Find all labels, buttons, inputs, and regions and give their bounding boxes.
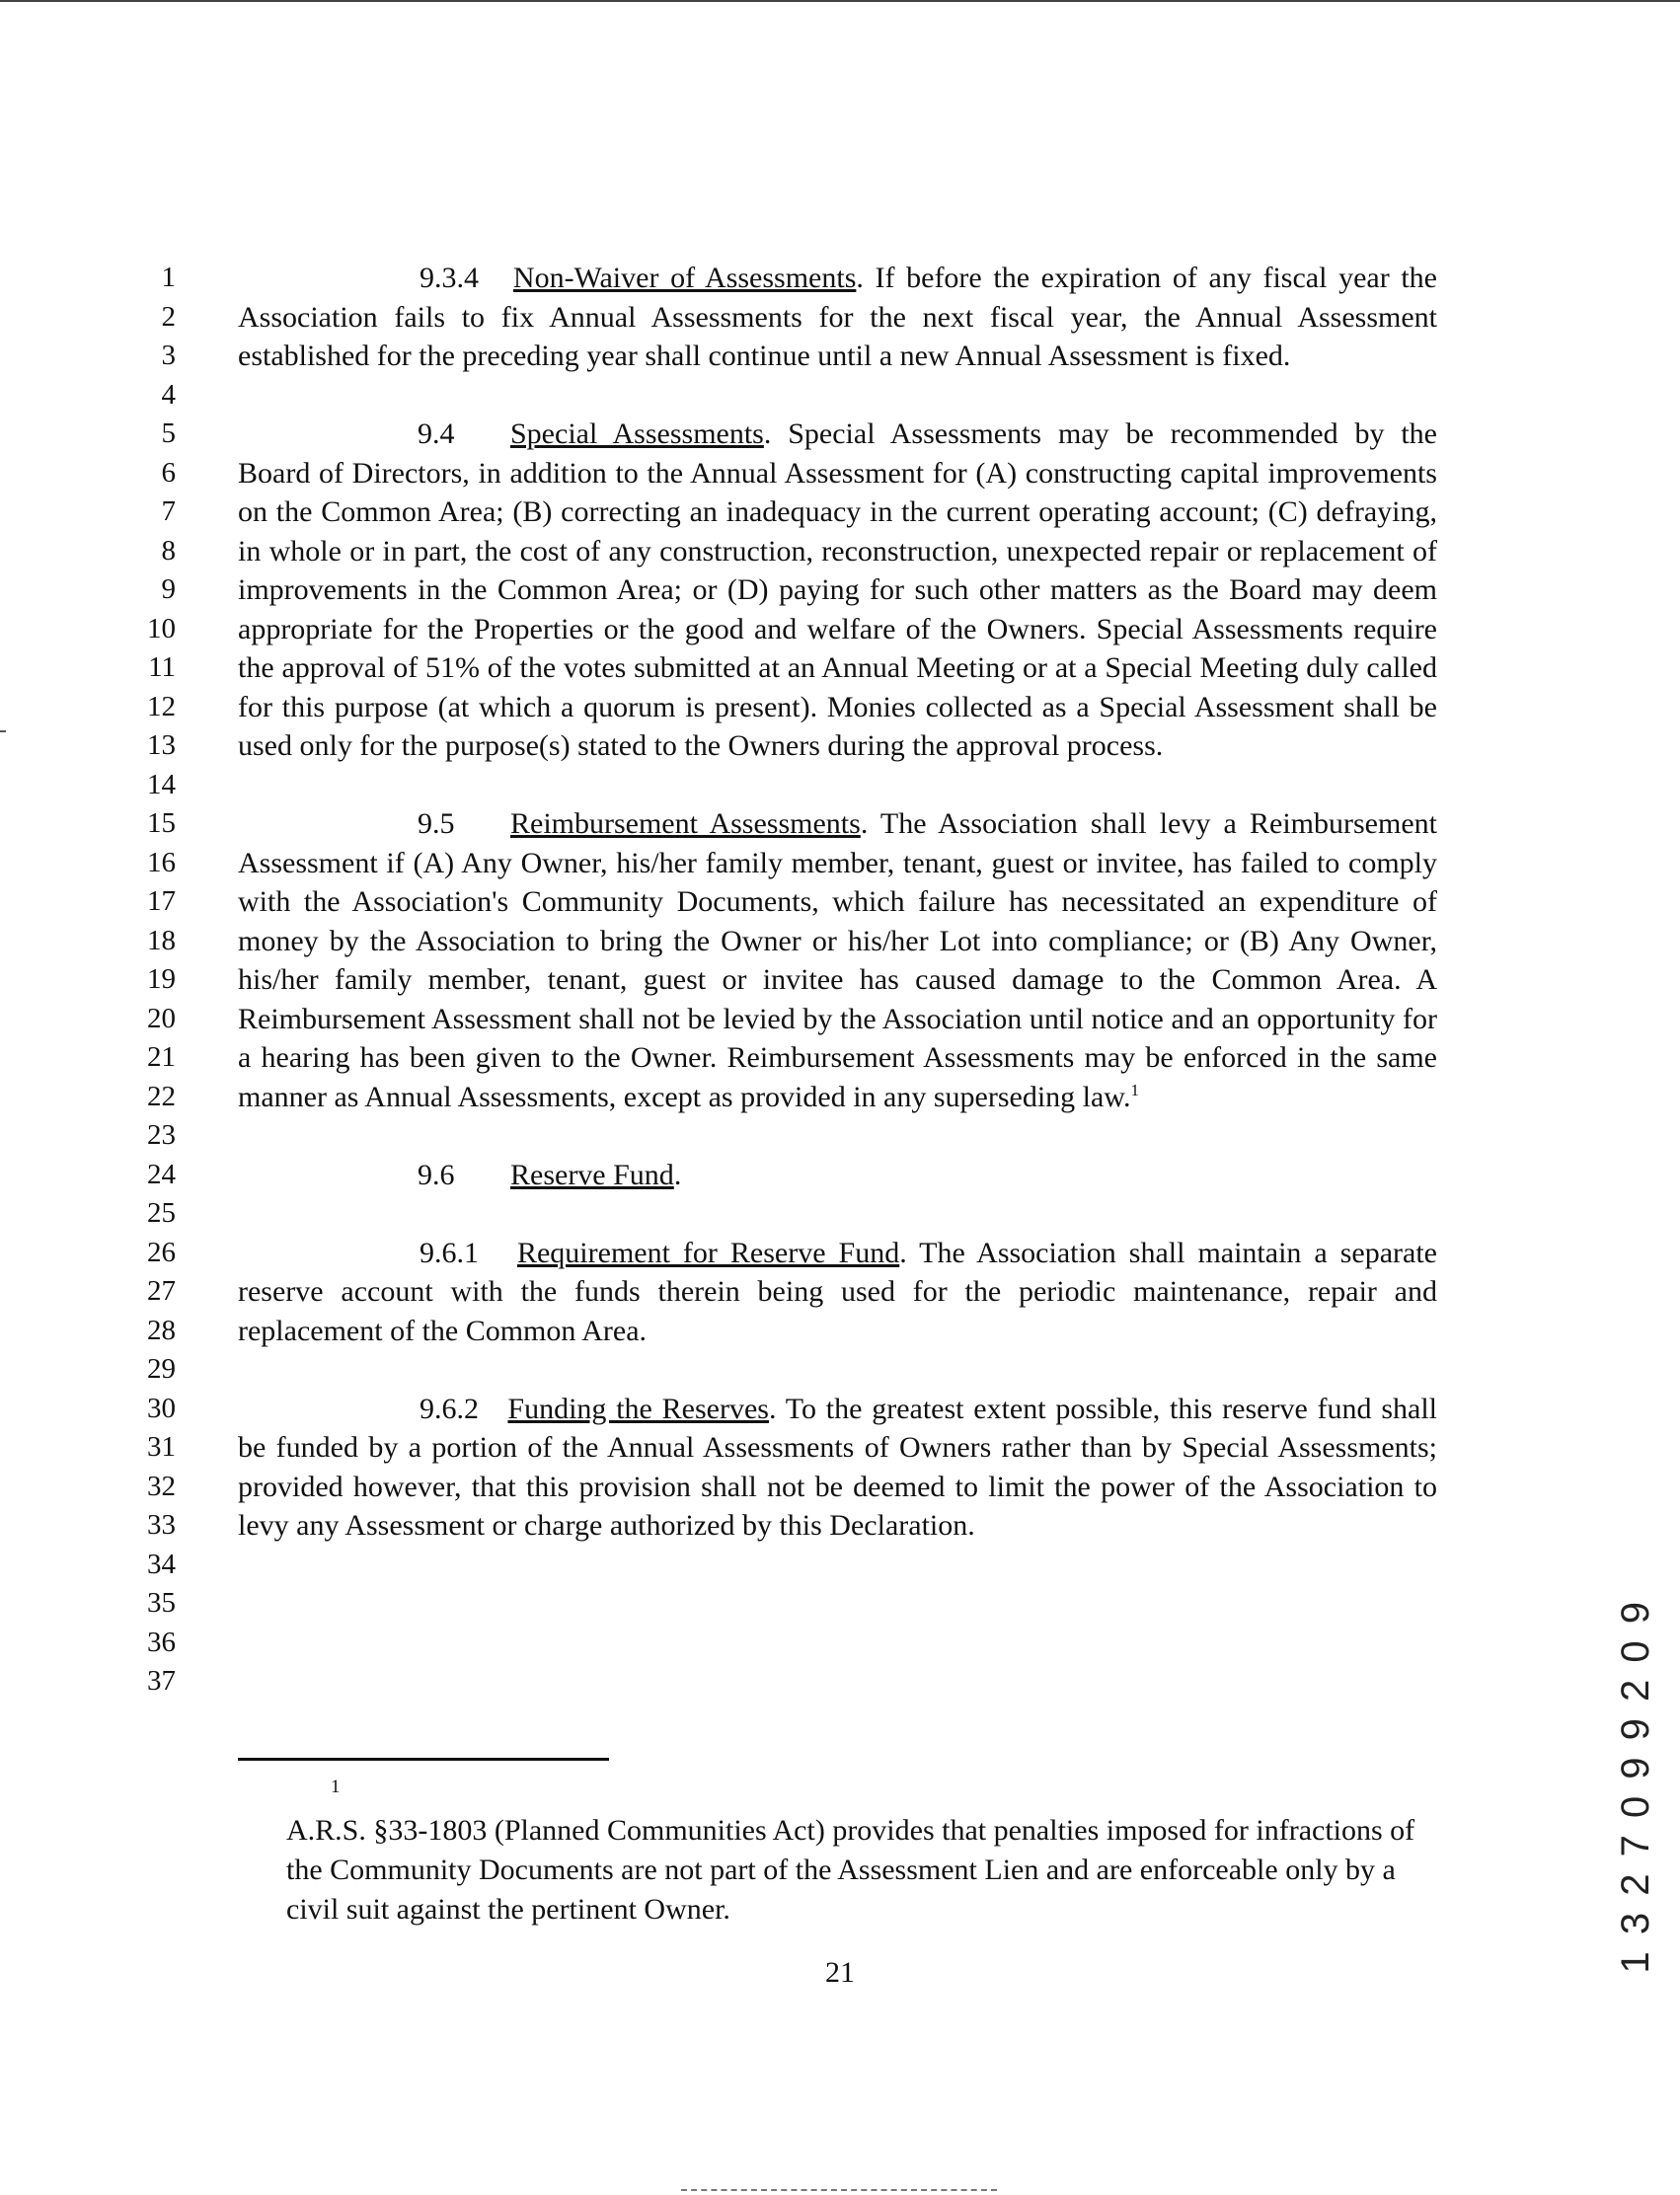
line-number: 16 <box>147 846 176 878</box>
line-number: 35 <box>147 1587 176 1619</box>
line-number: 19 <box>147 963 176 995</box>
section-9-6-1 <box>238 1234 1437 1351</box>
line-number: 2 <box>161 300 176 333</box>
line-number: 30 <box>147 1392 176 1424</box>
line-number-column <box>116 259 176 1702</box>
section-text: . If before the expiration of any fiscal year the Association fails to fix Annual Assessments for the next fiscal year, the Annual Assessment established for the preceding year shall continue until a new Annual Assessment is fixed. <box>238 262 1437 372</box>
footnote-reference: 1 <box>1130 1080 1140 1099</box>
line-number: 29 <box>147 1353 176 1385</box>
line-number: 10 <box>147 612 176 644</box>
section-number: 9.5 <box>418 807 455 840</box>
footnote-text: A.R.S. §33-1803 (Planned Communities Act) provides that penalties imposed for infractions of the Community Documents are not part of the Assessment Lien and are enforceable only by a civil suit against the pertinent Owner. <box>286 1814 1415 1926</box>
line-number: 3 <box>161 340 176 371</box>
section-9-3-4 <box>238 259 1437 376</box>
page-top-edge <box>0 0 1680 2</box>
line-number: 13 <box>147 729 176 761</box>
section-title: Non-Waiver of Assessments <box>512 262 857 294</box>
section-text: . The Association shall levy a Reimbursement Assessment if (A) Any Owner, his/her family member, tenant, guest or invitee, has failed to comply with the Association's Community Documents, which failure has necessitated an expenditure of money by the Association to bring the Owner or his/her Lot into compliance; or (B) Any Owner, his/her family member, tenant, guest or invitee has caused damage to the Common Area. A Reimbursement Assessment shall not be levied by the Association until notice and an opportunity for a hearing has been given to the Owner. Reimbursement Assessments may be enforced in the same manner as Annual Assessments, except as provided in any superseding law. <box>238 807 1437 1113</box>
section-number: 9.4 <box>418 417 455 450</box>
section-9-6 <box>238 1156 1437 1195</box>
footnote-mark: 1 <box>331 1777 341 1797</box>
section-text: . To the greatest extent possible, this reserve fund shall be funded by a portion of the Annual Assessments of Owners rather than by Special Assessments; provided however, that this provision shall not be deemed to limit the power of the Association to levy any Assessment or charge authorized by this Declaration. <box>238 1392 1438 1542</box>
section-number: 9.3.4 <box>420 262 479 294</box>
line-number: 20 <box>147 1002 176 1034</box>
line-number: 11 <box>148 651 176 683</box>
section-number: 9.6 <box>418 1158 455 1191</box>
line-number: 14 <box>147 768 176 800</box>
line-number: 33 <box>147 1509 176 1541</box>
line-number: 21 <box>147 1041 176 1073</box>
scan-bottom-mark <box>681 2189 997 2191</box>
section-text: . Special Assessments may be recommended by the Board of Directors, in addition to the Annual Assessment for (A) constructing capital improvements on the Common Area; (B) correcting an inadequacy in the current operating account; (C) defraying, in whole or in part, the cost of any construction, reconstruction, unexpected repair or replacement of improvements in the Common Area; or (D) paying for such other matters as the Board may deem appropriate for the Properties or the good and welfare of the Owners. Special Assessments require the approval of 51% of the votes submitted at an Annual Meeting or at a Special Meeting duly called for this purpose (at which a quorum is present). Monies collected as a Special Assessment shall be used only for the purpose(s) stated to the Owners during the approval process. <box>238 417 1437 762</box>
line-number: 26 <box>147 1236 176 1268</box>
line-number: 9 <box>161 573 176 605</box>
line-number: 12 <box>147 690 176 722</box>
line-number: 4 <box>161 378 176 411</box>
section-title: Reimbursement Assessments <box>510 807 861 840</box>
line-number: 18 <box>147 924 176 956</box>
line-number: 36 <box>147 1626 176 1658</box>
line-number: 22 <box>147 1080 176 1112</box>
section-9-4 <box>238 415 1437 766</box>
recording-stamp: 1 3 2 7 0 9 9 2 0 9 <box>1614 1599 1657 1974</box>
line-number: 31 <box>147 1431 176 1463</box>
section-number: 9.6.2 <box>420 1392 479 1425</box>
line-number: 8 <box>161 534 176 567</box>
line-number: 7 <box>161 495 176 527</box>
line-number: 1 <box>161 262 176 293</box>
line-number: 37 <box>147 1665 176 1697</box>
section-text: . <box>673 1158 682 1191</box>
line-number: 34 <box>147 1548 176 1580</box>
section-9-5 <box>238 804 1437 1116</box>
section-text: . The Association shall maintain a separate reserve account with the funds therein being used for the periodic maintenance, repair and replacement of the Common Area. <box>238 1236 1437 1347</box>
line-number: 5 <box>161 417 176 449</box>
section-number: 9.6.1 <box>420 1236 479 1269</box>
section-title: Reserve Fund <box>510 1158 674 1191</box>
line-number: 24 <box>147 1158 176 1190</box>
section-9-6-2 <box>238 1390 1437 1546</box>
scan-edge-mark <box>0 730 6 732</box>
line-number: 17 <box>147 885 176 917</box>
line-number: 6 <box>161 456 176 489</box>
section-title: Special Assessments <box>510 417 764 450</box>
document-body <box>238 259 1437 1546</box>
page-number: 21 <box>825 1956 855 1989</box>
footnote-divider <box>238 1758 609 1761</box>
line-number: 15 <box>147 807 176 839</box>
line-number: 32 <box>147 1470 176 1502</box>
line-number: 27 <box>147 1275 176 1307</box>
section-title: Funding the Reserves <box>507 1392 769 1425</box>
section-title: Requirement for Reserve Fund <box>516 1236 900 1269</box>
line-number: 23 <box>147 1119 176 1151</box>
line-number: 25 <box>147 1197 176 1229</box>
line-number: 28 <box>147 1314 176 1346</box>
